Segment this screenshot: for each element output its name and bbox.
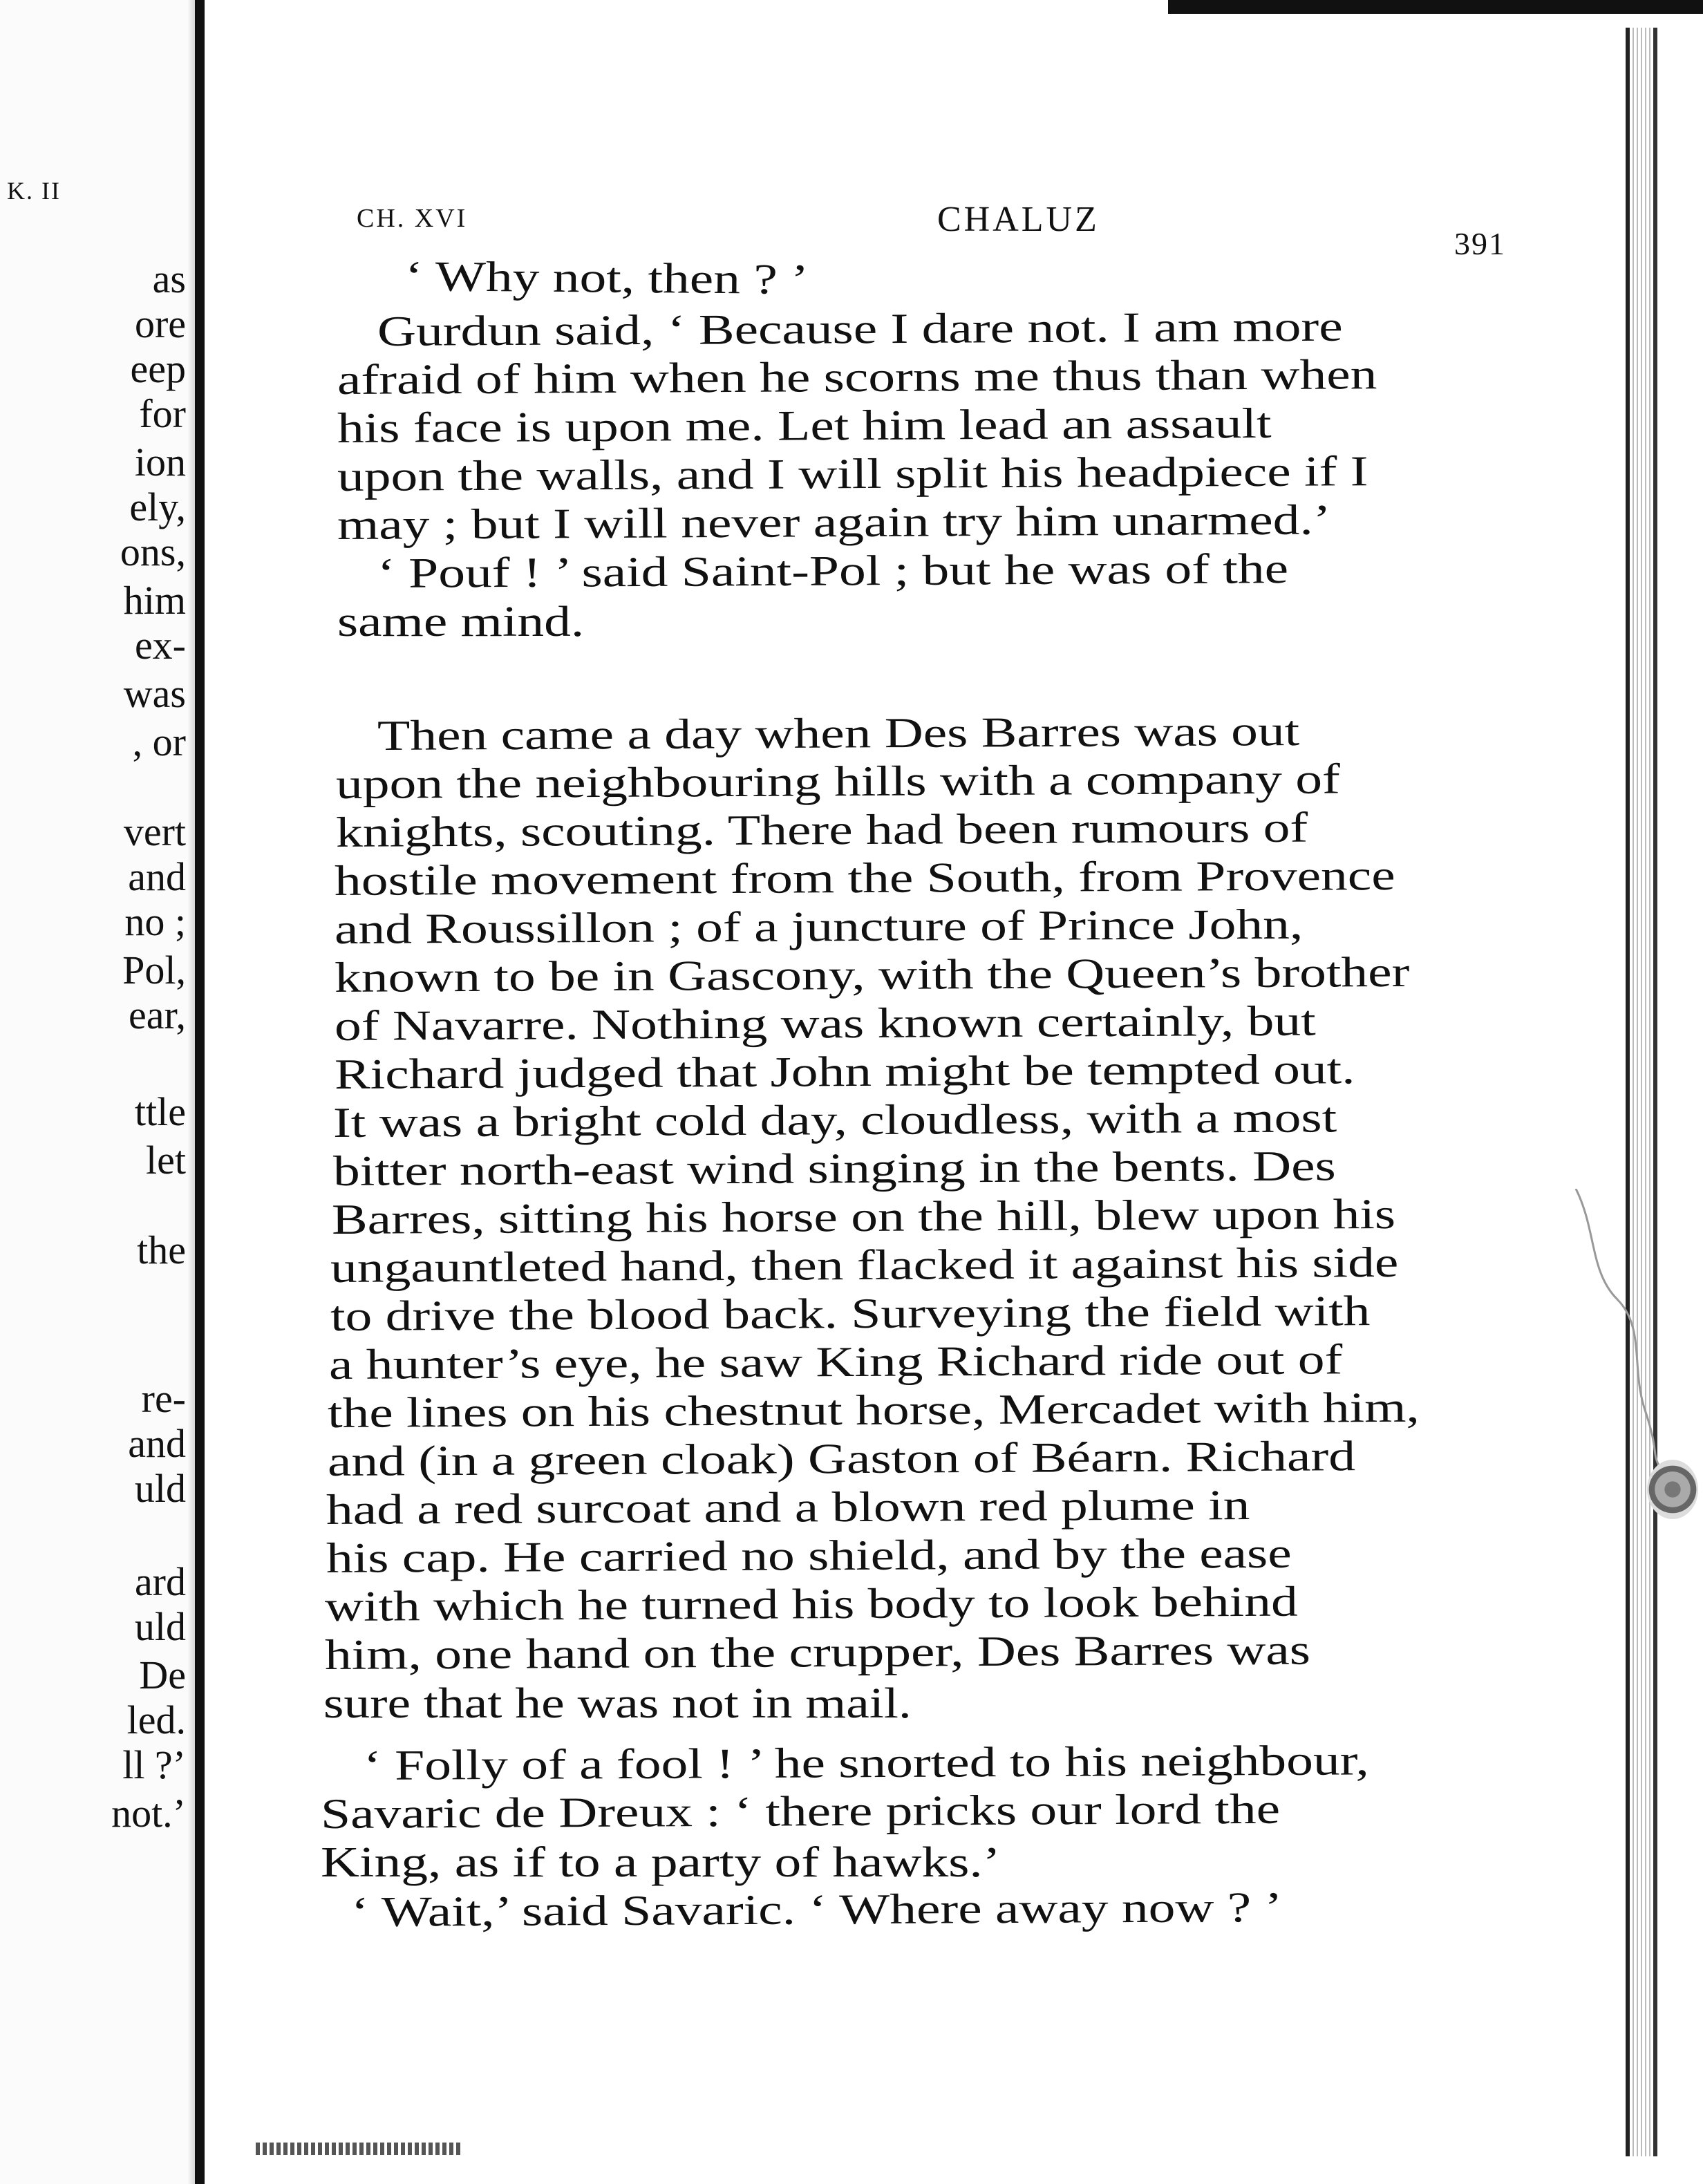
text-line: his face is upon me. Let him lead an assault: [337, 399, 1272, 452]
previous-page-header: K. II: [7, 177, 61, 205]
scan-border: [1168, 0, 1703, 14]
chapter-number: CH. XVI: [357, 204, 468, 233]
page-edge-outer: [1653, 28, 1657, 2156]
previous-page-strip: [0, 0, 190, 2184]
text-line: the lines on his chestnut horse, Mercadet with him,: [327, 1384, 1420, 1437]
previous-page-fragment: for: [139, 391, 186, 436]
previous-page-fragment: as: [152, 256, 186, 301]
text-line: him, one hand on the crupper, Des Barres was: [324, 1626, 1311, 1679]
previous-page-fragment: and: [128, 854, 186, 899]
text-line: of Navarre. Nothing was known certainly, but: [334, 997, 1316, 1050]
text-line: to drive the blood back. Surveying the field with: [330, 1288, 1371, 1340]
text-line: with which he turned his body to look behind: [324, 1578, 1298, 1630]
running-head: [357, 199, 1601, 261]
previous-page-fragment: the: [137, 1227, 186, 1272]
gutter-shadow: [187, 0, 195, 2184]
previous-page-fragment: him: [123, 578, 186, 623]
text-line: upon the neighbouring hills with a company of: [335, 755, 1341, 808]
previous-page-fragment: ex-: [134, 623, 186, 668]
book-gutter: [195, 0, 205, 2184]
text-line: knights, scouting. There had been rumours of: [335, 804, 1308, 856]
text-line: ungauntleted hand, then flacked it against his side: [330, 1239, 1399, 1292]
book-page: [205, 14, 1626, 2170]
previous-page-fragment: De: [139, 1653, 186, 1697]
text-line: King, as if to a party of hawks.’: [321, 1839, 1001, 1886]
text-line: Savaric de Dreux : ‘ there pricks our lord the: [320, 1785, 1281, 1838]
text-line: may ; but I will never again try him unarmed.’: [337, 496, 1331, 549]
text-line: ‘ Wait,’ said Savaric. ‘ Where away now ? ’: [350, 1883, 1283, 1936]
previous-page-fragment: ion: [134, 440, 186, 484]
previous-page-fragment: no ;: [124, 899, 186, 944]
previous-page-fragment: vert: [123, 809, 186, 854]
previous-page-fragment: , or: [132, 719, 186, 764]
loose-thread-mark: [1569, 1189, 1666, 1465]
text-line: known to be in Gascony, with the Queen’s brother: [334, 948, 1410, 1001]
text-line: and (in a green cloak) Gaston of Béarn. Richard: [327, 1433, 1356, 1485]
previous-page-fragment: ttle: [134, 1089, 186, 1134]
previous-page-fragment: ely,: [129, 484, 186, 529]
text-line: Then came a day when Des Barres was out: [377, 708, 1300, 760]
text-line: ‘ Why not, then ? ’: [404, 253, 809, 304]
text-line: upon the walls, and I will split his headpiece if I: [337, 448, 1368, 500]
text-line: had a red surcoat and a blown red plume in: [326, 1482, 1250, 1534]
previous-page-fragment: uld: [134, 1466, 186, 1511]
bottom-stamp-mark: [256, 2143, 463, 2155]
previous-page-fragment: uld: [134, 1604, 186, 1649]
previous-page-fragment: ear,: [129, 992, 186, 1037]
paper-blemish: [1647, 1460, 1698, 1519]
text-line: sure that he was not in mail.: [323, 1680, 912, 1727]
previous-page-fragment: re-: [141, 1376, 186, 1421]
chapter-title: CHALUZ: [937, 200, 1100, 239]
previous-page-fragment: ons,: [120, 529, 186, 574]
text-line: afraid of him when he scorns me thus than when: [337, 351, 1377, 404]
previous-page-fragment: not.’: [111, 1791, 186, 1836]
text-line: a hunter’s eye, he saw King Richard ride out of: [328, 1336, 1343, 1388]
text-line: Richard judged that John might be tempted out.: [334, 1046, 1355, 1098]
previous-page-fragment: eep: [130, 346, 186, 391]
previous-page-fragment: ard: [134, 1559, 186, 1604]
previous-page-fragment: let: [146, 1138, 186, 1183]
text-line: same mind.: [337, 599, 585, 646]
text-line: and Roussillon ; of a juncture of Prince John,: [334, 901, 1304, 953]
text-line: hostile movement from the South, from Provence: [334, 851, 1395, 905]
previous-page-fragment: Pol,: [122, 948, 186, 992]
text-line: It was a bright cold day, cloudless, with a most: [332, 1094, 1337, 1147]
text-line: ‘ Pouf ! ’ said Saint-Pol ; but he was of the: [377, 545, 1289, 597]
page-number: 391: [1454, 226, 1506, 261]
text-line: ‘ Folly of a fool ! ’ he snorted to his neighbour,: [363, 1737, 1369, 1789]
previous-page-fragment: was: [123, 671, 186, 716]
text-line: Barres, sitting his horse on the hill, blew upon his: [331, 1190, 1396, 1243]
previous-page-fragment: ll ?’: [122, 1742, 186, 1787]
previous-page-fragment: and: [128, 1421, 186, 1466]
text-line: bitter north-east wind singing in the bents. Des: [332, 1142, 1336, 1195]
text-line: Gurdun said, ‘ Because I dare not. I am more: [377, 303, 1343, 355]
previous-page-fragment: led.: [126, 1697, 186, 1742]
previous-page-fragment: ore: [134, 301, 186, 346]
text-line: his cap. He carried no shield, and by the ease: [326, 1529, 1292, 1582]
